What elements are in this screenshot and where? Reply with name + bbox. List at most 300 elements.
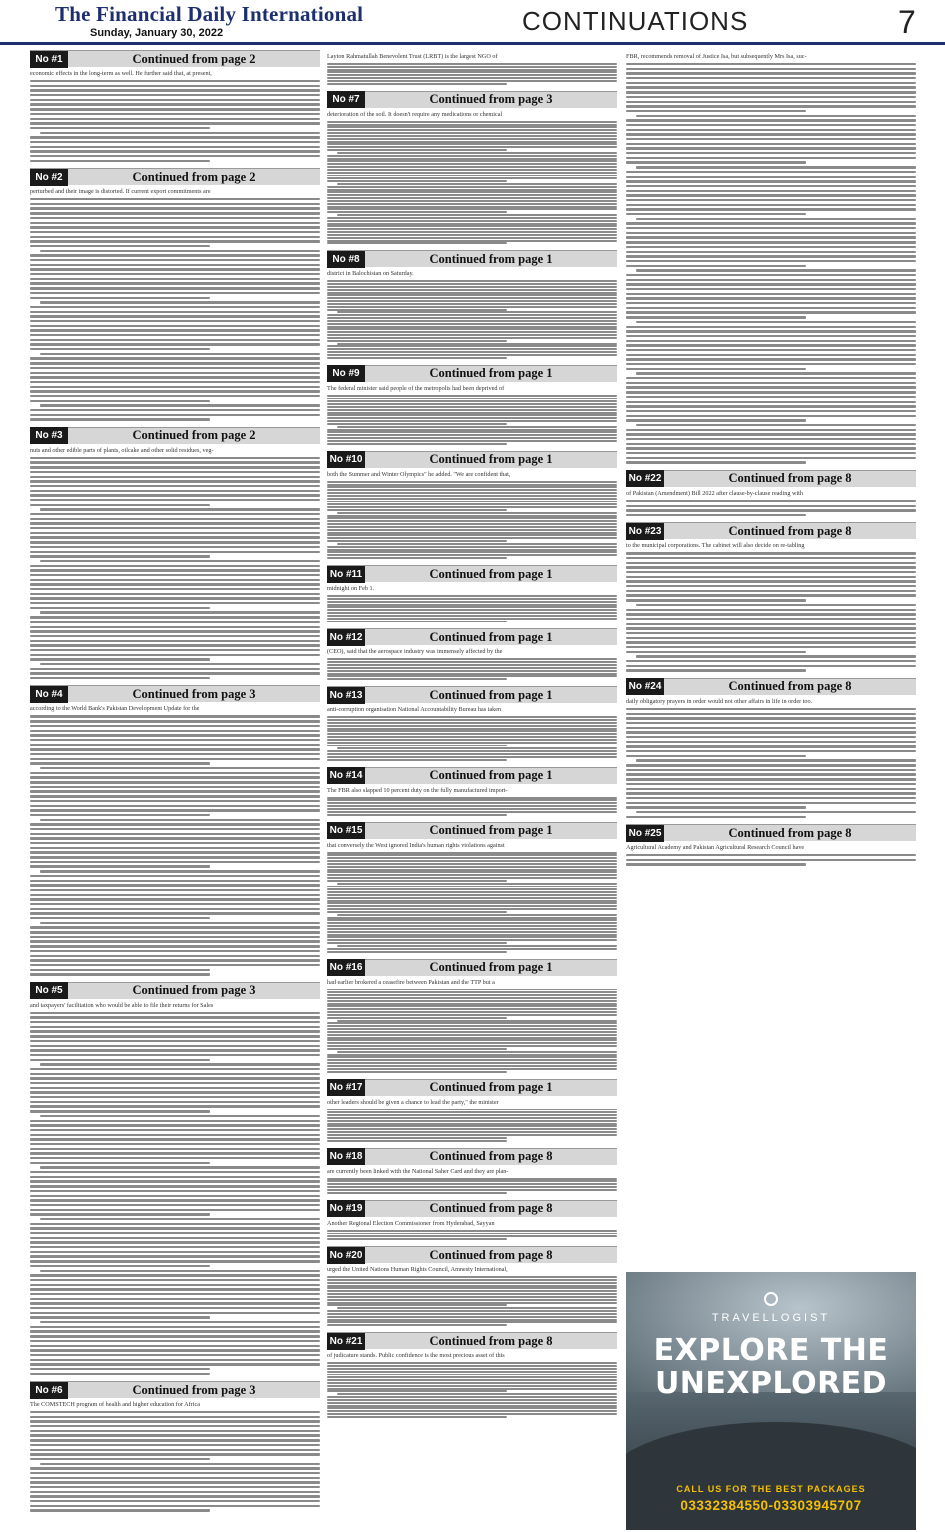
story-header bbox=[626, 678, 916, 695]
story-number-badge: No #6 bbox=[30, 1382, 68, 1399]
text-line bbox=[327, 121, 617, 123]
text-line bbox=[327, 925, 617, 927]
text-line bbox=[327, 1282, 617, 1284]
text-line bbox=[327, 406, 617, 408]
text-line bbox=[337, 183, 617, 185]
text-line bbox=[626, 500, 916, 502]
text-line bbox=[30, 339, 320, 341]
story-lead-line: The federal minister said people of the metropolis had been deprived of bbox=[327, 384, 505, 392]
ad-headline-line-2: UNEXPLORED bbox=[654, 1366, 888, 1401]
story-text bbox=[327, 1276, 617, 1326]
text-line bbox=[327, 529, 617, 531]
story-title: Continued from page 8 bbox=[728, 825, 852, 840]
text-line bbox=[30, 1265, 210, 1267]
text-line bbox=[30, 837, 320, 839]
text-line bbox=[30, 635, 320, 637]
continuation-story bbox=[327, 1200, 617, 1240]
text-line bbox=[327, 936, 617, 938]
text-line bbox=[40, 870, 320, 872]
text-line bbox=[327, 891, 617, 893]
text-line bbox=[327, 403, 617, 405]
continuation-story bbox=[327, 365, 617, 445]
text-line bbox=[626, 576, 916, 578]
text-line bbox=[626, 415, 916, 417]
text-line bbox=[626, 124, 916, 126]
text-line bbox=[327, 759, 507, 761]
text-line bbox=[626, 571, 916, 573]
text-line bbox=[30, 376, 320, 378]
text-line bbox=[327, 1125, 617, 1127]
text-line bbox=[327, 1310, 617, 1312]
text-line bbox=[30, 945, 320, 947]
story-title: Continued from page 1 bbox=[429, 251, 553, 266]
text-line bbox=[626, 433, 916, 435]
text-line bbox=[626, 227, 916, 229]
text-line bbox=[327, 750, 617, 752]
text-line bbox=[327, 678, 507, 680]
text-line bbox=[30, 950, 320, 952]
text-line bbox=[30, 155, 320, 157]
story-number-badge: No #23 bbox=[626, 523, 664, 540]
text-line bbox=[327, 877, 617, 879]
story-text bbox=[30, 1411, 320, 1512]
text-line bbox=[337, 914, 617, 916]
text-line bbox=[327, 1128, 617, 1130]
text-line bbox=[327, 228, 617, 230]
story-number-badge: No #11 bbox=[327, 566, 365, 583]
text-line bbox=[327, 805, 617, 807]
text-line bbox=[327, 1131, 617, 1133]
text-line bbox=[30, 931, 320, 933]
continuation-story bbox=[626, 470, 916, 516]
text-line bbox=[30, 471, 320, 473]
column-right bbox=[626, 50, 916, 872]
story-lead-line: (CEO), said that the aerospace industry was immensely affected by the bbox=[327, 648, 503, 656]
text-line bbox=[30, 527, 320, 529]
text-line bbox=[327, 1390, 507, 1392]
story-lead-line: and taxpayers' facilitation who would be able to file their returns for Sales bbox=[30, 1001, 214, 1009]
text-line bbox=[327, 606, 617, 608]
story-number-badge: No #19 bbox=[327, 1200, 365, 1217]
text-line bbox=[30, 103, 320, 105]
story-lead-line: Agricultural Academy and Pakistan Agricultural Research Council have bbox=[626, 844, 805, 852]
text-line bbox=[626, 783, 916, 785]
text-line bbox=[327, 141, 617, 143]
text-line bbox=[327, 799, 617, 801]
text-line bbox=[626, 68, 916, 70]
text-line bbox=[327, 897, 617, 899]
text-line bbox=[626, 110, 806, 112]
text-line bbox=[30, 1434, 320, 1436]
text-line bbox=[327, 417, 617, 419]
text-line bbox=[30, 880, 320, 882]
text-line bbox=[626, 208, 916, 210]
text-line bbox=[30, 1363, 320, 1365]
text-line bbox=[327, 615, 617, 617]
text-line bbox=[30, 1335, 320, 1337]
text-line bbox=[327, 234, 617, 236]
text-line bbox=[30, 926, 320, 928]
text-line bbox=[327, 520, 617, 522]
ad-mountain-image bbox=[626, 1422, 916, 1530]
story-lead-line: that conversely the West ignored India's human rights violations against bbox=[327, 841, 505, 849]
text-line bbox=[327, 240, 617, 242]
text-line bbox=[327, 348, 617, 350]
text-line bbox=[30, 118, 320, 120]
story-title: Continued from page 8 bbox=[728, 679, 852, 694]
text-line bbox=[327, 1005, 617, 1007]
story-header bbox=[327, 1246, 617, 1263]
text-line bbox=[626, 505, 916, 507]
story-number-badge: No #21 bbox=[327, 1333, 365, 1350]
story-header bbox=[327, 565, 617, 582]
text-line bbox=[30, 1030, 320, 1032]
text-line bbox=[327, 283, 617, 285]
text-line bbox=[626, 816, 806, 818]
text-line bbox=[40, 404, 320, 406]
story-title: Continued from page 8 bbox=[429, 1333, 553, 1348]
text-line bbox=[327, 300, 617, 302]
text-line bbox=[30, 386, 320, 388]
continuation-story bbox=[30, 427, 320, 680]
text-line bbox=[327, 1117, 617, 1119]
story-number-badge: No #12 bbox=[327, 629, 365, 646]
text-line bbox=[327, 537, 617, 539]
story-title: Continued from page 3 bbox=[132, 1382, 256, 1397]
text-line bbox=[636, 218, 916, 220]
text-line bbox=[30, 847, 320, 849]
text-line bbox=[626, 618, 916, 620]
text-line bbox=[626, 63, 916, 65]
text-line bbox=[30, 1373, 210, 1375]
text-line bbox=[30, 85, 320, 87]
text-line bbox=[30, 1213, 210, 1215]
text-line bbox=[626, 594, 916, 596]
text-line bbox=[337, 1020, 617, 1022]
text-line bbox=[40, 1115, 320, 1117]
text-line bbox=[626, 288, 916, 290]
text-line bbox=[30, 80, 320, 82]
text-line bbox=[626, 854, 916, 856]
text-line bbox=[626, 344, 916, 346]
text-line bbox=[30, 1209, 320, 1211]
text-line bbox=[626, 311, 916, 313]
story-text bbox=[626, 500, 916, 516]
story-number-badge: No #25 bbox=[626, 825, 664, 842]
text-line bbox=[30, 222, 320, 224]
text-line bbox=[327, 138, 617, 140]
text-line bbox=[327, 1192, 507, 1194]
text-line bbox=[30, 292, 320, 294]
text-line bbox=[327, 351, 617, 353]
text-line bbox=[30, 273, 320, 275]
text-line bbox=[327, 1285, 617, 1287]
text-line bbox=[30, 1091, 320, 1093]
text-line bbox=[30, 805, 320, 807]
text-line bbox=[327, 1290, 617, 1292]
text-line bbox=[30, 348, 210, 350]
text-line bbox=[327, 306, 617, 308]
text-line bbox=[626, 405, 916, 407]
text-line bbox=[30, 122, 320, 124]
story-header bbox=[327, 1332, 617, 1349]
text-line bbox=[327, 331, 617, 333]
story-text bbox=[30, 457, 320, 680]
text-line bbox=[327, 317, 617, 319]
text-line bbox=[626, 745, 916, 747]
text-line bbox=[327, 667, 617, 669]
text-line bbox=[327, 431, 617, 433]
text-line bbox=[30, 1040, 320, 1042]
text-line bbox=[327, 292, 617, 294]
text-line bbox=[30, 1059, 210, 1061]
story-title: Continued from page 1 bbox=[429, 960, 553, 975]
text-line bbox=[30, 1251, 320, 1253]
text-line bbox=[626, 274, 916, 276]
text-line bbox=[327, 1123, 617, 1125]
text-line bbox=[30, 1021, 320, 1023]
text-line bbox=[327, 434, 617, 436]
text-line bbox=[626, 750, 916, 752]
story-lead-line: daily obligatory prayers in order would not other affairs in life in order too. bbox=[626, 697, 813, 705]
text-line bbox=[626, 241, 916, 243]
text-line bbox=[327, 908, 617, 910]
text-line bbox=[327, 1008, 617, 1010]
story-text bbox=[327, 658, 617, 680]
text-line bbox=[327, 871, 617, 873]
text-line bbox=[626, 129, 916, 131]
text-line bbox=[327, 661, 617, 663]
text-line bbox=[327, 1003, 617, 1005]
continuation-story bbox=[626, 824, 916, 866]
story-header bbox=[327, 1079, 617, 1096]
text-line bbox=[30, 1509, 210, 1511]
text-line bbox=[327, 423, 507, 425]
text-line bbox=[30, 565, 320, 567]
text-line bbox=[327, 894, 617, 896]
text-line bbox=[636, 115, 916, 117]
story-title: Continued from page 1 bbox=[429, 366, 553, 381]
continuation-story bbox=[327, 565, 617, 622]
text-line bbox=[327, 1407, 617, 1409]
text-line bbox=[626, 613, 916, 615]
text-line bbox=[327, 1028, 617, 1030]
text-line bbox=[40, 1270, 320, 1272]
text-line bbox=[30, 461, 320, 463]
story-text bbox=[327, 716, 617, 760]
text-line bbox=[30, 908, 320, 910]
text-line bbox=[30, 1246, 320, 1248]
text-line bbox=[30, 362, 320, 364]
continuation-story bbox=[327, 1246, 617, 1326]
text-line bbox=[30, 1073, 320, 1075]
story-text bbox=[327, 797, 617, 816]
story-lead-line: both the Summer and Winter Olympics" he added. "We are confident that, bbox=[327, 470, 511, 478]
text-line bbox=[626, 447, 916, 449]
text-line bbox=[337, 152, 617, 154]
text-line bbox=[30, 1359, 320, 1361]
text-line bbox=[337, 1393, 617, 1395]
text-line bbox=[626, 641, 916, 643]
text-line bbox=[327, 80, 617, 82]
story-number-badge: No #18 bbox=[327, 1148, 365, 1165]
text-line bbox=[30, 203, 320, 205]
text-line bbox=[327, 158, 617, 160]
text-line bbox=[30, 504, 210, 506]
text-line bbox=[626, 86, 916, 88]
text-line bbox=[327, 1388, 617, 1390]
text-line bbox=[327, 852, 617, 854]
story-title: Continued from page 2 bbox=[132, 51, 256, 66]
text-line bbox=[327, 506, 617, 508]
masthead bbox=[0, 0, 945, 44]
text-line bbox=[327, 928, 617, 930]
text-line bbox=[626, 722, 916, 724]
text-line bbox=[327, 1025, 617, 1027]
ad-phone-number[interactable]: 03332384550-03303945707 bbox=[680, 1498, 862, 1513]
text-line bbox=[30, 626, 320, 628]
story-title: Continued from page 1 bbox=[429, 452, 553, 467]
text-line bbox=[327, 1189, 617, 1191]
continuation-story bbox=[327, 628, 617, 680]
text-line bbox=[40, 353, 320, 355]
story-header bbox=[327, 91, 617, 108]
text-line bbox=[626, 101, 916, 103]
text-line bbox=[327, 126, 617, 128]
text-line bbox=[30, 94, 320, 96]
text-line bbox=[626, 349, 916, 351]
text-line bbox=[626, 773, 916, 775]
text-line bbox=[327, 1402, 617, 1404]
text-line bbox=[30, 1204, 320, 1206]
text-line bbox=[40, 767, 320, 769]
text-line bbox=[327, 1183, 617, 1185]
text-line bbox=[30, 334, 320, 336]
text-line bbox=[626, 77, 916, 79]
text-line bbox=[30, 1110, 210, 1112]
text-line bbox=[30, 278, 320, 280]
text-line bbox=[327, 1302, 617, 1304]
text-line bbox=[327, 412, 617, 414]
story-text bbox=[30, 715, 320, 975]
text-line bbox=[327, 225, 617, 227]
text-line bbox=[626, 279, 916, 281]
text-line bbox=[327, 1324, 507, 1326]
text-line bbox=[30, 136, 320, 138]
story-number-badge: No #13 bbox=[327, 687, 365, 704]
text-line bbox=[327, 71, 617, 73]
travel-advertisement[interactable] bbox=[626, 1272, 916, 1530]
text-line bbox=[626, 72, 916, 74]
text-line bbox=[30, 1486, 320, 1488]
text-line bbox=[30, 1237, 320, 1239]
continuation-story bbox=[327, 1148, 617, 1194]
story-lead-line: midnight on Feb 1. bbox=[327, 585, 375, 593]
text-line bbox=[636, 321, 916, 323]
text-line bbox=[626, 609, 916, 611]
story-text bbox=[327, 63, 617, 85]
text-line bbox=[30, 99, 320, 101]
text-line bbox=[327, 1071, 507, 1073]
text-line bbox=[626, 307, 916, 309]
text-line bbox=[30, 1138, 320, 1140]
text-line bbox=[626, 863, 806, 865]
section-title: CONTINUATIONS bbox=[522, 6, 749, 36]
text-line bbox=[626, 283, 916, 285]
text-line bbox=[327, 549, 617, 551]
ad-call-to-action: CALL US FOR THE BEST PACKAGES bbox=[676, 1484, 866, 1494]
text-line bbox=[40, 250, 320, 252]
text-line bbox=[30, 1449, 320, 1451]
text-line bbox=[626, 452, 916, 454]
continuation-story bbox=[30, 982, 320, 1375]
text-line bbox=[327, 951, 507, 953]
continued-text-block bbox=[327, 53, 617, 85]
text-line bbox=[327, 286, 617, 288]
story-lead-line: urged the United Nations Human Rights Council, Amnesty International, bbox=[327, 1266, 508, 1274]
text-line bbox=[327, 437, 617, 439]
text-line bbox=[626, 204, 916, 206]
text-line bbox=[30, 1288, 320, 1290]
continuation-story bbox=[327, 250, 617, 358]
text-line bbox=[327, 1296, 617, 1298]
text-line bbox=[30, 734, 320, 736]
text-line bbox=[327, 237, 617, 239]
text-line bbox=[626, 265, 806, 267]
continuation-story bbox=[30, 168, 320, 421]
text-line bbox=[327, 557, 507, 559]
text-line bbox=[626, 96, 916, 98]
text-line bbox=[30, 1411, 320, 1413]
text-line bbox=[30, 955, 320, 957]
text-line bbox=[30, 513, 320, 515]
text-line bbox=[30, 1082, 320, 1084]
story-header bbox=[626, 824, 916, 841]
text-line bbox=[30, 1148, 320, 1150]
text-line bbox=[327, 802, 617, 804]
story-text bbox=[626, 63, 916, 464]
text-line bbox=[30, 964, 320, 966]
text-line bbox=[30, 1054, 320, 1056]
continuation-story bbox=[30, 685, 320, 975]
continuation-story bbox=[327, 1332, 617, 1418]
story-header bbox=[626, 470, 916, 487]
text-line bbox=[327, 540, 507, 542]
text-line bbox=[327, 172, 617, 174]
text-line bbox=[30, 499, 320, 501]
text-line bbox=[327, 1416, 507, 1418]
story-text bbox=[327, 121, 617, 245]
text-line bbox=[626, 419, 806, 421]
text-line bbox=[327, 1399, 617, 1401]
text-line bbox=[30, 898, 320, 900]
text-line bbox=[327, 869, 617, 871]
text-line bbox=[337, 747, 617, 749]
text-line bbox=[30, 1368, 210, 1370]
text-line bbox=[30, 476, 320, 478]
text-line bbox=[40, 819, 320, 821]
text-line bbox=[337, 543, 617, 545]
text-line bbox=[327, 1304, 507, 1306]
text-line bbox=[30, 1134, 320, 1136]
story-number-badge: No #16 bbox=[327, 959, 365, 976]
text-line bbox=[636, 424, 916, 426]
text-line bbox=[327, 880, 507, 882]
text-line bbox=[30, 1176, 320, 1178]
text-line bbox=[626, 391, 916, 393]
text-line bbox=[327, 742, 617, 744]
text-line bbox=[30, 1298, 320, 1300]
